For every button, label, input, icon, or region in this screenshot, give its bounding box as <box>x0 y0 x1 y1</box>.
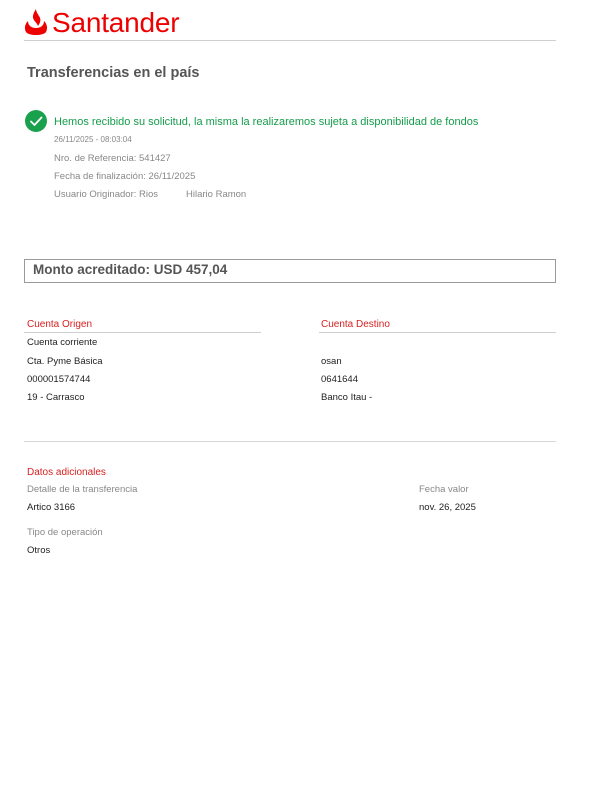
value-date-label: Fecha valor <box>419 484 469 495</box>
origin-branch: 19 - Carrasco <box>27 392 85 403</box>
brand-name: Santander <box>52 7 180 38</box>
success-message: Hemos recibido su solicitud, la misma la realizaremos sujeta a disponibilidad de fondos <box>54 116 479 128</box>
amount-credited: Monto acreditado: USD 457,04 <box>33 262 228 277</box>
reference-number: Nro. de Referencia: 541427 <box>54 153 171 164</box>
amount-box <box>24 259 556 283</box>
origin-product: Cta. Pyme Básica <box>27 356 103 367</box>
header-divider <box>24 40 556 41</box>
page-title: Transferencias en el país <box>27 65 200 81</box>
destination-divider <box>319 332 556 333</box>
flame-icon <box>24 8 48 38</box>
originator-user <box>54 189 246 200</box>
originator-name: Hilario Ramon <box>186 189 247 200</box>
originator-label: Usuario Originador: Rios <box>54 189 159 200</box>
value-date: nov. 26, 2025 <box>419 502 476 513</box>
section-divider <box>24 441 556 442</box>
transfer-detail-value: Artico 3166 <box>27 502 76 513</box>
origin-account-title: Cuenta Origen <box>27 319 93 330</box>
additional-data-title: Datos adicionales <box>27 467 106 478</box>
destination-account-title: Cuenta Destino <box>321 319 390 330</box>
check-circle-icon <box>25 110 47 132</box>
operation-type-label: Tipo de operación <box>27 527 103 538</box>
origin-account-type: Cuenta corriente <box>27 337 98 348</box>
santander-logo <box>24 6 179 40</box>
operation-type-value: Otros <box>27 545 51 556</box>
origin-divider <box>24 332 261 333</box>
destination-bank: Banco Itau - <box>321 392 373 403</box>
end-date: Fecha de finalización: 26/11/2025 <box>54 171 196 182</box>
origin-account-number: 000001574744 <box>27 374 91 385</box>
destination-account-number: 0641644 <box>321 374 358 385</box>
destination-name: osan <box>321 356 342 367</box>
timestamp: 26/11/2025 - 08:03:04 <box>54 135 132 144</box>
transfer-detail-label: Detalle de la transferencia <box>27 484 138 495</box>
